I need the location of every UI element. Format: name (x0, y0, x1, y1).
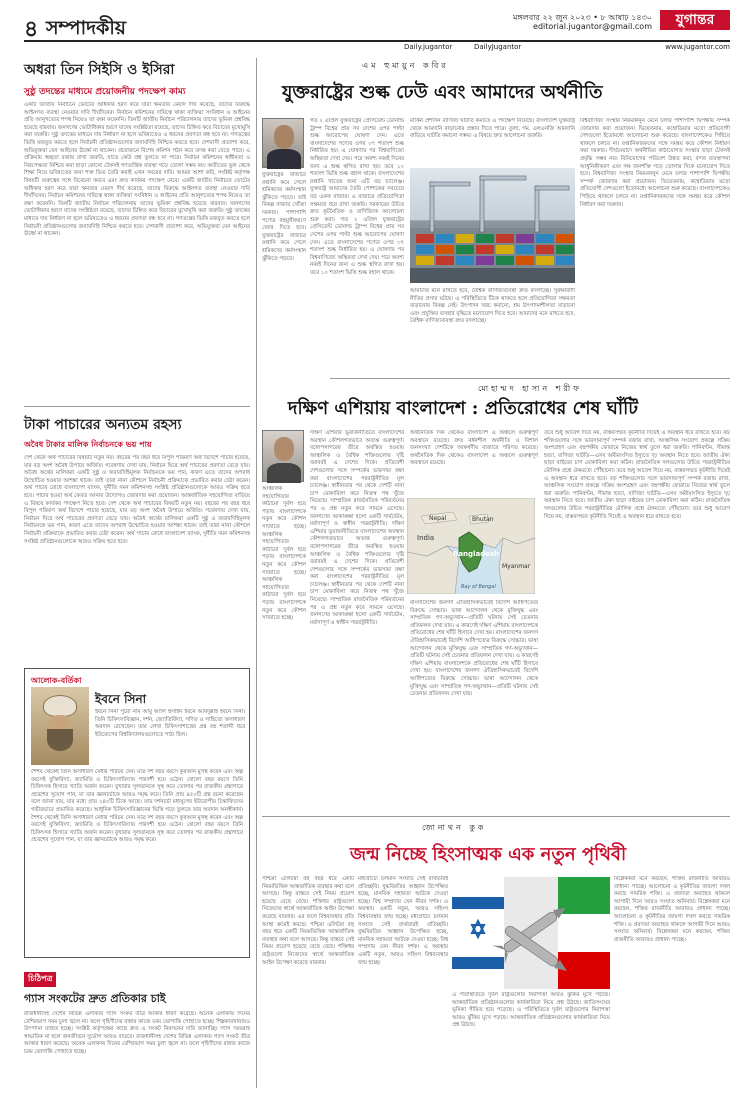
page-number: ৪ (24, 16, 39, 42)
letters-title: গ্যাস সংকটের দ্রুত প্রতিকার চাই (24, 992, 166, 1005)
ibn-sina-body: শৈশব থেকেই তিনি অসাধারণ মেধার পরিচয় দেন। মাত্র দশ বছর বয়সে কুরআন মুখস্থ করেন এবং অল্প বয়সেই যুক্তিবিদ্যা, জ্যামিতি ও চিকিৎসাবিদ্যায় পারদর্শী হয়ে ওঠেন। ষোলো বছর বয়সে তিনি চিকিৎসক হিসাবে খ্যাতি অর্জন করেন। বুখারার সুলতানকে সুস্থ করে তোলার পর রাজকীয় গ্রন্থাগারে প্রবেশের সুযোগ পান, যা তার জ্ঞানচর্চাকে আরও সমৃদ্ধ করে। তিনি প্রায় ৪৫০টি গ্রন্থ রচনা করেছেন বলে জানা যায়, যার মধ্যে প্রায় ২৪০টি টিকে আছে। তার দর্শনচর্চা মধ্যযুগের ইউরোপীয় চিন্তাবিদদের গভীরভাবে প্রভাবিত করেছে। আধুনিক চিকিৎসাবিজ্ঞানের ভিত্তি গড়ে তুলতে তার অবদান অনস্বীকার্য। শৈশব থেকেই তিনি অসাধারণ মেধার পরিচয় দেন। মাত্র দশ বছর বয়সে কুরআন মুখস্থ করেন এবং অল্প বয়সেই যুক্তিবিদ্যা, জ্যামিতি ও চিকিৎসাবিদ্যায় পারদর্শী হয়ে ওঠেন। ষোলো বছর বয়সে তিনি চিকিৎসক হিসাবে খ্যাতি অর্জন করেন। বুখারার সুলতানকে সুস্থ করে তোলার পর রাজকীয় গ্রন্থাগারে প্রবেশের সুযোগ পান, যা তার জ্ঞানচর্চাকে আরও সমৃদ্ধ করে। (31, 769, 243, 844)
map-label-bhutan: Bhutan (472, 516, 494, 523)
section-title: সম্পাদকীয় (46, 17, 126, 39)
article-3-col-2: মধ্যপ্রাচ্যে চলমান সংঘাত সেই ব্যর্থতারই প্রতিচ্ছবি। যুদ্ধবিরতির আহ্বান উপেক্ষিত হচ্ছে, মানবিক সহায়তা আটকে দেওয়া হচ্ছে। বিশ্ব সম্প্রদায় যেন নীরব দর্শক। এ অবস্থায় একটি নতুন, আরও সহিংস বিশ্বব্যবস্থার জন্ম হচ্ছে। মধ্যপ্রাচ্যে চলমান সংঘাত সেই ব্যর্থতারই প্রতিচ্ছবি। যুদ্ধবিরতির আহ্বান উপেক্ষিত হচ্ছে, মানবিক সহায়তা আটকে দেওয়া হচ্ছে। বিশ্ব সম্প্রদায় যেন নীরব দর্শক। এ অবস্থায় একটি নতুন, আরও সহিংস বিশ্বব্যবস্থার জন্ম হচ্ছে। (358, 876, 448, 966)
article-3-col-4: বিশ্লেষকরা মনে করছেন, শক্তির রাজনীতি আবারও প্রাধান্য পাচ্ছে। আলোচনা ও কূটনীতির জায়গা দখল করছে সামরিক শক্তি। এ প্রবণতা অব্যাহত থাকলে আগামী দিনে আরও সংঘাত অনিবার্য। বিশ্লেষকরা মনে করছেন, শক্তির রাজনীতি আবারও প্রাধান্য পাচ্ছে। আলোচনা ও কূটনীতির জায়গা দখল করছে সামরিক শক্তি। এ প্রবণতা অব্যাহত থাকলে আগামী দিনে আরও সংঘাত অনিবার্য। বিশ্লেষকরা মনে করছেন, শক্তির রাজনীতি আবারও প্রাধান্য পাচ্ছে। (614, 876, 730, 943)
article-2-byline: মোহাম্মদ হাসান শরীফ (330, 378, 730, 396)
map-label-myanmar: Myanmar (502, 563, 531, 570)
article-3-col-3-bottom: এ পরিস্থিতিতে দুর্বল রাষ্ট্রগুলোর নিরাপত্তা আরও ঝুঁকির মুখে পড়ছে। আন্তর্জাতিক প্রতিষ্ঠানগুলোর কার্যকারিতা নিয়ে প্রশ্ন উঠছে। জাতিসংঘের ভূমিকা সীমিত হয়ে পড়েছে। এ পরিস্থিতিতে দুর্বল রাষ্ট্রগুলোর নিরাপত্তা আরও ঝুঁকির মুখে পড়ছে। আন্তর্জাতিক প্রতিষ্ঠানগুলোর কার্যকারিতা নিয়ে প্রশ্ন উঠছে। (452, 992, 610, 1029)
map-label-nepal: Nepal (429, 515, 447, 522)
article-2-col-0: আঞ্চলিক সহযোগিতার কাঠামো দুর্বল হয়ে পড়ায় বাংলাদেশকে নতুন করে কৌশল সাজাতে হচ্ছে। আঞ্চলিক সহযোগিতার কাঠামো দুর্বল হয়ে পড়ায় বাংলাদেশকে নতুন করে কৌশল সাজাতে হচ্ছে। আঞ্চলিক সহযোগিতার কাঠামো দুর্বল হয়ে পড়ায় বাংলাদেশকে নতুন করে কৌশল সাজাতে হচ্ছে। (262, 486, 306, 622)
newspaper-logo: যুগান্তর (660, 10, 730, 30)
south-asia-map (407, 498, 535, 594)
map-label-bay: Bay of Bengal (461, 584, 496, 590)
article-2-col-2-top: অর্থনৈতিক দিক থেকেও বাংলাদেশ এ অঞ্চলে গুরুত্বপূর্ণ অবস্থানে রয়েছে। দ্রুত বর্ধনশীল অর্থনীতি ও বিশাল জনসংখ্যা দেশটিকে আকর্ষণীয় বাজারে পরিণত করেছে। অর্থনৈতিক দিক থেকেও বাংলাদেশ এ অঞ্চলে গুরুত্বপূর্ণ অবস্থানে রয়েছে। (410, 430, 538, 467)
editorial-1-body: একটি জাতীয় নির্বাচনে ভোটের অধিকার হরণ করে যারা ক্ষমতার মেয়াদ দীর্ঘ করেছে, তাদের বিরুদ্ধে আইনগত ব্যবস্থা নেওয়ার দাবি দীর্ঘদিনের। নির্বাচন কমিশনের দায়িত্বে থাকা ব্যক্তিরা সংবিধান ও আইনের প্রতি আনুগত্যের শপথ নিয়েও তা রক্ষা করেননি। তিনটি জাতীয় নির্বাচন পরিচালনায় তাদের ভূমিকা প্রশ্নবিদ্ধ হয়েছে বারবার। জনগণের ভোটাধিকার হরণে যাদের সংশ্লিষ্টতা রয়েছে, তাদের চিহ্নিত করে বিচারের মুখোমুখি করা জরুরি। সুষ্ঠু তদন্তের মাধ্যমে দায় নির্ধারণ না হলে ভবিষ্যতেও এ ধরনের প্রবণতা বন্ধ হবে না। গণতন্ত্রের ভিত্তি মজবুত করতে হলে নির্বাচনী প্রতিষ্ঠানগুলোর জবাবদিহি নিশ্চিত করতে হবে। দেশবাসী প্রত্যাশা করে, অভিযুক্তরা যেন আইনের ঊর্ধ্বে না থাকেন। প্রয়োজনে বিশেষ কমিশন গঠন করে তদন্ত করা যেতে পারে। এ প্রক্রিয়ায় স্বচ্ছতা বজায় রাখা জরুরি, যাতে কেউ প্রশ্ন তুলতে না পারে। নির্বাচন কমিশনের স্বাধীনতা ও নিরপেক্ষতা নিশ্চিত করা ছাড়া কোনো টেকসই গণতান্ত্রিক ব্যবস্থা গড়ে তোলা সম্ভব নয়। অতীতের ভুল থেকে শিক্ষা নিয়ে ভবিষ্যতের জন্য শক্ত ভিত তৈরি করাই এখন সময়ের দাবি। আমরা আশা করি, সংশ্লিষ্ট কর্তৃপক্ষ বিষয়টি গুরুত্বের সঙ্গে বিবেচনা করবে এবং দ্রুত কার্যকর পদক্ষেপ নেবে। একটি জাতীয় নির্বাচনে ভোটের অধিকার হরণ করে যারা ক্ষমতার মেয়াদ দীর্ঘ করেছে, তাদের বিরুদ্ধে আইনগত ব্যবস্থা নেওয়ার দাবি দীর্ঘদিনের। নির্বাচন কমিশনের দায়িত্বে থাকা ব্যক্তিরা সংবিধান ও আইনের প্রতি আনুগত্যের শপথ নিয়েও তা রক্ষা করেননি। তিনটি জাতীয় নির্বাচন পরিচালনায় তাদের ভূমিকা প্রশ্নবিদ্ধ হয়েছে বারবার। জনগণের ভোটাধিকার হরণে যাদের সংশ্লিষ্টতা রয়েছে, তাদের চিহ্নিত করে বিচারের মুখোমুখি করা জরুরি। সুষ্ঠু তদন্তের মাধ্যমে দায় নির্ধারণ না হলে ভবিষ্যতেও এ ধরনের প্রবণতা বন্ধ হবে না। গণতন্ত্রের ভিত্তি মজবুত করতে হলে নির্বাচনী প্রতিষ্ঠানগুলোর জবাবদিহি নিশ্চিত করতে হবে। দেশবাসী প্রত্যাশা করে, অভিযুক্তরা যেন আইনের ঊর্ধ্বে না থাকেন। (24, 102, 250, 238)
article-2-col-1: দক্ষিণ এশিয়ার ভূরাজনীতিতে বাংলাদেশের অবস্থান কৌশলগতভাবে অত্যন্ত গুরুত্বপূর্ণ। বঙ্গোপসাগরের তীরে অবস্থিত হওয়ায় আঞ্চলিক ও বৈশ্বিক শক্তিগুলোর দৃষ্টি বরাবরই এ দেশের দিকে। প্রতিবেশী দেশগুলোর সঙ্গে সম্পর্কের ভারসাম্য রক্ষা করা বাংলাদেশের পররাষ্ট্রনীতির মূল চ্যালেঞ্জ। স্বাধীনতার পর থেকে দেশটি নানা চাপ মোকাবিলা করে নিজস্ব পথ খুঁজে নিয়েছে। সাম্প্রতিক রাজনৈতিক পরিবর্তনের পর এ প্রশ্ন নতুন করে সামনে এসেছে। জনগণের আকাঙ্ক্ষা হলো একটি সার্বভৌম, মর্যাদাপূর্ণ ও স্বাধীন পররাষ্ট্রনীতি। দক্ষিণ এশিয়ার ভূরাজনীতিতে বাংলাদেশের অবস্থান কৌশলগতভাবে অত্যন্ত গুরুত্বপূর্ণ। বঙ্গোপসাগরের তীরে অবস্থিত হওয়ায় আঞ্চলিক ও বৈশ্বিক শক্তিগুলোর দৃষ্টি বরাবরই এ দেশের দিকে। প্রতিবেশী দেশগুলোর সঙ্গে সম্পর্কের ভারসাম্য রক্ষা করা বাংলাদেশের পররাষ্ট্রনীতির মূল চ্যালেঞ্জ। স্বাধীনতার পর থেকে দেশটি নানা চাপ মোকাবিলা করে নিজস্ব পথ খুঁজে নিয়েছে। সাম্প্রতিক রাজনৈতিক পরিবর্তনের পর এ প্রশ্ন নতুন করে সামনে এসেছে। জনগণের আকাঙ্ক্ষা হলো একটি সার্বভৌম, মর্যাদাপূর্ণ ও স্বাধীন পররাষ্ট্রনীতি। (310, 430, 404, 626)
article-1-byline: এম হুমায়ুন কবির (362, 61, 449, 70)
ibn-sina-name: ইবনে সিনা (95, 692, 147, 706)
article-1-col-1: গত ২ এপ্রিল যুক্তরাষ্ট্রের প্রেসিডেন্ট ডোনাল্ড ট্রাম্প বিশ্বের প্রায় সব দেশের ওপর পাল্টা শুল্ক আরোপের ঘোষণা দেন। এতে বাংলাদেশের পণ্যের ওপর ৩৭ শতাংশ শুল্ক নির্ধারিত হয়। এ ঘোষণার পর বিশ্ববাণিজ্যে অস্থিরতা দেখা দেয়। পরে অবশ্য নব্বই দিনের জন্য এ শুল্ক স্থগিত রাখা হয়। তবে ১০ শতাংশ ভিত্তি শুল্ক বহাল থাকে। বাংলাদেশের রপ্তানি খাতের জন্য এটি বড় চ্যালেঞ্জ। যুক্তরাষ্ট্র আমাদের তৈরি পোশাকের সবচেয়ে বড় একক বাজার। এ বাজারে প্রতিযোগিতা সক্ষমতা ধরে রাখা জরুরি। সরকারের উচিত দ্রুত কূটনৈতিক ও বাণিজ্যিক আলোচনা শুরু করা। গত ২ এপ্রিল যুক্তরাষ্ট্রের প্রেসিডেন্ট ডোনাল্ড ট্রাম্প বিশ্বের প্রায় সব দেশের ওপর পাল্টা শুল্ক আরোপের ঘোষণা দেন। এতে বাংলাদেশের পণ্যের ওপর ৩৭ শতাংশ শুল্ক নির্ধারিত হয়। এ ঘোষণার পর বিশ্ববাণিজ্যে অস্থিরতা দেখা দেয়। পরে অবশ্য নব্বই দিনের জন্য এ শুল্ক স্থগিত রাখা হয়। তবে ১০ শতাংশ ভিত্তি শুল্ক বহাল থাকে। (310, 118, 404, 276)
section-rule (262, 816, 730, 817)
ibn-sina-box (24, 668, 250, 958)
website-link[interactable]: www.jugantor.com (665, 43, 730, 51)
author-2-photo (262, 430, 304, 482)
article-1-headline: যুক্তরাষ্ট্রের শুল্ক ঢেউ এবং আমাদের অর্থনীতি (282, 82, 603, 103)
map-label-bangladesh: Bangladesh (453, 550, 500, 558)
article-3-byline: জোনাথন কুক (422, 823, 487, 832)
editorial-1-title: অধরা তিন সিইসি ও ইসিরা (24, 62, 175, 78)
editorial-1-subtitle: সুষ্ঠু তদন্তের মাধ্যমে প্রয়োজনীয় পদক্ষেপ কাম্য (24, 87, 186, 97)
article-1-col-2-bottom: আমাদের মনে রাখতে হবে, বৈশ্বিক বাণিজ্যব্যবস্থা দ্রুত বদলাচ্ছে। সুরক্ষাবাদী নীতির প্রসার ঘটছে। এ পরিস্থিতিতে টিকে থাকতে হলে প্রতিযোগিতা সক্ষমতা বাড়ানোর বিকল্প নেই। উৎপাদন খরচ কমানো, শ্রম উৎপাদনশীলতা বাড়ানো এবং প্রযুক্তির ব্যবহার বৃদ্ধিতে মনোযোগ দিতে হবে। আমাদের মনে রাখতে হবে, বৈশ্বিক বাণিজ্যব্যবস্থা দ্রুত বদলাচ্ছে। (410, 288, 575, 325)
missile-illustration (452, 877, 610, 989)
article-1-col-3: বিশ্ববাণিজ্য সংস্থার নিয়মকানুন মেনে চলার পাশাপাশি দ্বিপক্ষীয় সম্পর্ক জোরদার করা প্রয়োজন। ভিয়েতনাম, কম্বোডিয়ার মতো প্রতিযোগী দেশগুলো ইতোমধ্যে আলোচনা শুরু করেছে। বাংলাদেশকেও পিছিয়ে থাকলে চলবে না। রপ্তানিকারকদের সঙ্গে সমন্বয় করে কৌশল নির্ধারণ করা দরকার। দীর্ঘমেয়াদে অর্থনীতির কাঠামোগত সংস্কার ছাড়া টেকসই প্রবৃদ্ধি সম্ভব নয়। বিনিয়োগের পরিবেশ উন্নত করা, বন্দর ব্যবস্থাপনা আধুনিকীকরণ এবং দক্ষ জনশক্তি গড়ে তোলার দিকে মনোযোগ দিতে হবে। বিশ্ববাণিজ্য সংস্থার নিয়মকানুন মেনে চলার পাশাপাশি দ্বিপক্ষীয় সম্পর্ক জোরদার করা প্রয়োজন। ভিয়েতনাম, কম্বোডিয়ার মতো প্রতিযোগী দেশগুলো ইতোমধ্যে আলোচনা শুরু করেছে। বাংলাদেশকেও পিছিয়ে থাকলে চলবে না। রপ্তানিকারকদের সঙ্গে সমন্বয় করে কৌশল নির্ধারণ করা দরকার। (580, 118, 730, 208)
column-divider (24, 406, 250, 407)
masthead (24, 10, 730, 42)
ibn-sina-portrait (31, 687, 89, 765)
editorial-2-body: দেশ থেকে অর্থ পাচারের বিষয়টি নতুন নয়। বছরের পর বছর ধরে বিপুল পরিমাণ অর্থ বিদেশে পাচার হয়েছে, যার বড় অংশ অবৈধ উপায়ে অর্জিত। গবেষণায় দেখা যায়, নির্বাচন ঘিরে অর্থ পাচারের প্রবণতা বেড়ে যায়। অবৈধ অর্থের মালিকরা একটি সুষ্ঠু ও জবাবদিহিমূলক নির্বাচনকে ভয় পান, কারণ এতে তাদের অপরাধ উন্মোচিত হওয়ার আশঙ্কা থাকে। তাই তারা নানা কৌশলে নির্বাচনী প্রক্রিয়াকে প্রভাবিত করার চেষ্টা করেন। অর্থ পাচার রোধে বাংলাদেশ ব্যাংক, দুর্নীতি দমন কমিশনসহ সংশ্লিষ্ট প্রতিষ্ঠানগুলোকে আরও সক্রিয় হতে হবে। পাচার হওয়া অর্থ ফেরত আনার উদ্যোগও জোরদার করা প্রয়োজন। আন্তর্জাতিক সহযোগিতা বাড়িয়ে এ বিষয়ে কার্যকর পদক্ষেপ নিতে হবে। দেশ থেকে অর্থ পাচারের বিষয়টি নতুন নয়। বছরের পর বছর ধরে বিপুল পরিমাণ অর্থ বিদেশে পাচার হয়েছে, যার বড় অংশ অবৈধ উপায়ে অর্জিত। গবেষণায় দেখা যায়, নির্বাচন ঘিরে অর্থ পাচারের প্রবণতা বেড়ে যায়। অবৈধ অর্থের মালিকরা একটি সুষ্ঠু ও জবাবদিহিমূলক নির্বাচনকে ভয় পান, কারণ এতে তাদের অপরাধ উন্মোচিত হওয়ার আশঙ্কা থাকে। তাই তারা নানা কৌশলে নির্বাচনী প্রক্রিয়াকে প্রভাবিত করার চেষ্টা করেন। অর্থ পাচার রোধে বাংলাদেশ ব্যাংক, দুর্নীতি দমন কমিশনসহ সংশ্লিষ্ট প্রতিষ্ঠানগুলোকে আরও সক্রিয় হতে হবে। (24, 455, 250, 545)
vertical-rule (256, 58, 257, 1088)
letters-box (24, 966, 250, 1084)
letters-body: রাজধানীসহ দেশের বিভিন্ন এলাকায় গ্যাস সংকট তীব্র আকার ধারণ করেছে। অনেক এলাকায় দিনের বেশিরভাগ সময় চুলা জ্বলে না। ফলে গৃহিণীদের রান্নার কাজে চরম ভোগান্তি পোহাতে হচ্ছে। শিল্পকারখানায়ও উৎপাদন ব্যাহত হচ্ছে। সংশ্লিষ্ট কর্তৃপক্ষের কাছে দ্রুত এ সংকট নিরসনের দাবি জানাচ্ছি। গ্যাস সরবরাহ স্বাভাবিক না হলে জনজীবনে দুর্ভোগ আরও বাড়বে। রাজধানীসহ দেশের বিভিন্ন এলাকায় গ্যাস সংকট তীব্র আকার ধারণ করেছে। অনেক এলাকায় দিনের বেশিরভাগ সময় চুলা জ্বলে না। ফলে গৃহিণীদের রান্নার কাজে চরম ভোগান্তি পোহাতে হচ্ছে। (24, 1011, 250, 1055)
ibn-sina-tag: আলোক-বর্তিকা (31, 676, 82, 685)
article-3-col-1: পশ্চিমা এলিটরা বহু বছর ধরে একটি নিয়মভিত্তিক আন্তর্জাতিক ব্যবস্থার কথা বলে আসছে। কিন্তু বাস্তবে সেই নিয়ম প্রয়োগ হয়েছে বেছে বেছে। শক্তিধর রাষ্ট্রগুলো নিজেদের স্বার্থে আন্তর্জাতিক আইন উপেক্ষা করেছে বারবার। এর ফলে বিশ্বব্যবস্থার প্রতি আস্থা ক্রমেই কমছে। পশ্চিমা এলিটরা বহু বছর ধরে একটি নিয়মভিত্তিক আন্তর্জাতিক ব্যবস্থার কথা বলে আসছে। কিন্তু বাস্তবে সেই নিয়ম প্রয়োগ হয়েছে বেছে বেছে। শক্তিধর রাষ্ট্রগুলো নিজেদের স্বার্থে আন্তর্জাতিক আইন উপেক্ষা করেছে বারবার। (262, 876, 354, 966)
article-2-col-2-bottom: বাংলাদেশের জনগণ ঐতিহাসিকভাবেই বিদেশি আধিপত্যের বিরুদ্ধে সোচ্চার। ভাষা আন্দোলন থেকে মুক্তিযুদ্ধ এবং সাম্প্রতিক গণ-অভ্যুত্থান—প্রতিটি ঘটনায় সেই চেতনার প্রতিফলন দেখা যায়। এ কারণেই দক্ষিণ এশিয়ায় বাংলাদেশকে প্রতিরোধের শেষ ঘাঁটি হিসাবে দেখা হয়। বাংলাদেশের জনগণ ঐতিহাসিকভাবেই বিদেশি আধিপত্যের বিরুদ্ধে সোচ্চার। ভাষা আন্দোলন থেকে মুক্তিযুদ্ধ এবং সাম্প্রতিক গণ-অভ্যুত্থান—প্রতিটি ঘটনায় সেই চেতনার প্রতিফলন দেখা যায়। এ কারণেই দক্ষিণ এশিয়ায় বাংলাদেশকে প্রতিরোধের শেষ ঘাঁটি হিসাবে দেখা হয়। বাংলাদেশের জনগণ ঐতিহাসিকভাবেই বিদেশি আধিপত্যের বিরুদ্ধে সোচ্চার। ভাষা আন্দোলন থেকে মুক্তিযুদ্ধ এবং সাম্প্রতিক গণ-অভ্যুত্থান—প্রতিটি ঘটনায় সেই চেতনার প্রতিফলন দেখা যায়। (410, 600, 538, 698)
article-1-col-0: যুক্তরাষ্ট্রের বাজারে রপ্তানি কমে গেলে শ্রমিকদের কর্মসংস্থান ঝুঁকিতে পড়বে। তাই বিকল্প বাজার খোঁজা দরকার। পাশাপাশি পণ্যের বহুমুখীকরণে জোর দিতে হবে। যুক্তরাষ্ট্রের বাজারে রপ্তানি কমে গেলে শ্রমিকদের কর্মসংস্থান ঝুঁকিতে পড়বে। (262, 172, 306, 262)
article-2-headline: দক্ষিণ এশিয়ায় বাংলাদেশ : প্রতিরোধের শেষ ঘাঁটি (288, 398, 639, 419)
social-bar (24, 43, 730, 53)
editorial-2-subtitle: অবৈধ টাকার মালিক নির্বাচনকে ভয় পায় (24, 440, 152, 449)
twitter-handle[interactable]: DailyJugantor (474, 43, 522, 51)
author-1-photo (262, 118, 304, 168)
letters-tag: চিঠিপত্র (24, 972, 56, 987)
article-3-headline: জন্ম নিচ্ছে হিংসাত্মক এক নতুন পৃথিবী (350, 844, 627, 865)
article-1-col-2-top: মার্কিন প্রশাসন বাণিজ্য ঘাটতি কমাতে এ পদক্ষেপ নিয়েছে। বাংলাদেশ যুক্তরাষ্ট্র থেকে আমদানি বাড়ানোর প্রস্তাব দিতে পারে। তুলা, গম, এলএনজি আমদানি বাড়িয়ে ঘাটতি কমানো সম্ভব। এ বিষয়ে দ্রুত আলোচনা জরুরি। (410, 118, 575, 140)
ibn-sina-intro: ইবনে সিনা পুরো নাম আবু আলি হুসাইন ইবনে আবদুল্লাহ ইবনে সিনা। তিনি চিকিৎসাবিজ্ঞান, দর্শন, জ্যোতির্বিদ্যা, গণিত ও সাহিত্যে অসাধারণ অবদান রেখেছেন। তার লেখা চিকিৎসাশাস্ত্রের গ্রন্থ বহু শতাব্দী ধরে ইউরোপের বিশ্ববিদ্যালয়গুলোতে পাঠ্য ছিল। (95, 709, 245, 738)
editorial-email[interactable]: editorial.jugantor@gmail.com (533, 22, 652, 31)
shipping-port-photo (410, 168, 575, 283)
left-column (24, 58, 250, 681)
facebook-handle[interactable]: Daily.jugantor (404, 43, 453, 51)
map-label-india: India (417, 534, 435, 542)
date-line: মঙ্গলবার ২২ জুন ২০২৩ • ৮ আষাঢ় ১৪৩০ (513, 13, 652, 22)
editorial-2-title: টাকা পাচারের অন্যতম রহস্য (24, 417, 182, 433)
article-2-col-3: তবে শুধু আবেগ দিয়ে নয়, বাস্তবসম্মত কূটনীতি দিয়েই এ অবস্থান ধরে রাখতে হবে। বড় শক্তিগুলোর সঙ্গে ভারসাম্যপূর্ণ সম্পর্ক বজায় রাখা, আঞ্চলিক সংযোগ প্রকল্পে সক্রিয় অংশগ্রহণ এবং বহুপক্ষীয় ফোরামে নিজের স্বার্থ তুলে ধরা জরুরি। পানিবণ্টন, সীমান্ত হত্যা, বাণিজ্য ঘাটতি—এসব অমীমাংসিত ইস্যুতে দৃঢ় অবস্থান নিতে হবে। জাতীয় ঐক্য ছাড়া বাইরের চাপ মোকাবিলা করা কঠিন। রাজনৈতিক দলগুলোর উচিত পররাষ্ট্রনীতির মৌলিক প্রশ্নে ঐকমত্যে পৌঁছানো। তবে শুধু আবেগ দিয়ে নয়, বাস্তবসম্মত কূটনীতি দিয়েই এ অবস্থান ধরে রাখতে হবে। বড় শক্তিগুলোর সঙ্গে ভারসাম্যপূর্ণ সম্পর্ক বজায় রাখা, আঞ্চলিক সংযোগ প্রকল্পে সক্রিয় অংশগ্রহণ এবং বহুপক্ষীয় ফোরামে নিজের স্বার্থ তুলে ধরা জরুরি। পানিবণ্টন, সীমান্ত হত্যা, বাণিজ্য ঘাটতি—এসব অমীমাংসিত ইস্যুতে দৃঢ় অবস্থান নিতে হবে। জাতীয় ঐক্য ছাড়া বাইরের চাপ মোকাবিলা করা কঠিন। রাজনৈতিক দলগুলোর উচিত পররাষ্ট্রনীতির মৌলিক প্রশ্নে ঐকমত্যে পৌঁছানো। তবে শুধু আবেগ দিয়ে নয়, বাস্তবসম্মত কূটনীতি দিয়েই এ অবস্থান ধরে রাখতে হবে। (544, 430, 730, 520)
